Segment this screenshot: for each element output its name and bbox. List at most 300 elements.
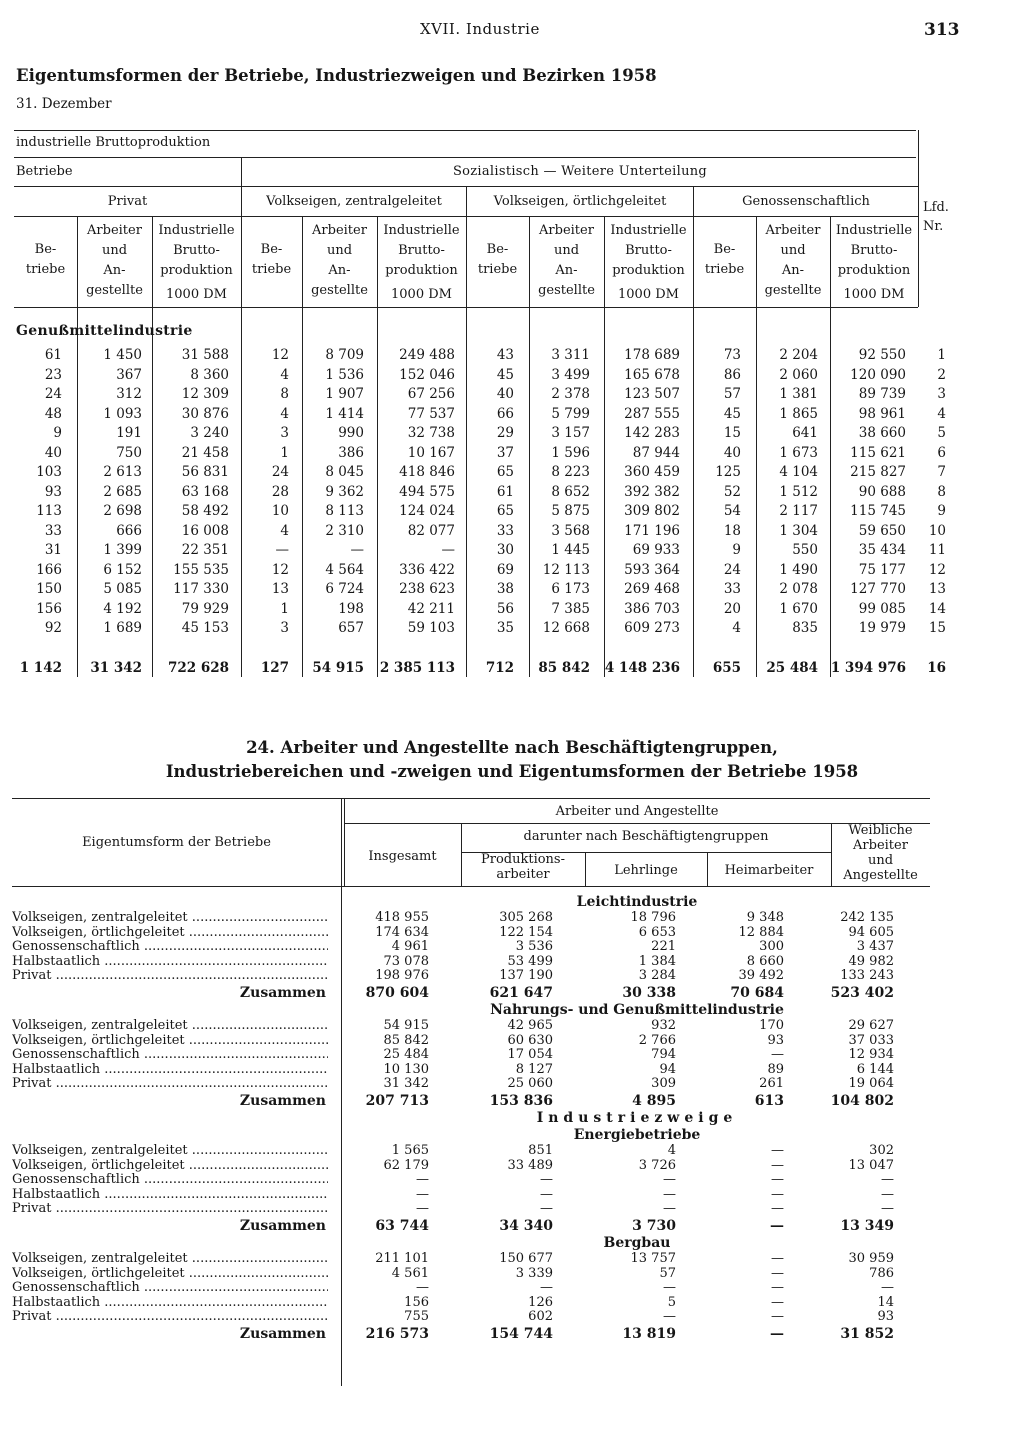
row-number: 10 [928,522,946,539]
table-cell: 117 330 [173,581,229,597]
table-cell: 2 698 [103,503,142,519]
table-cell: 166 [36,561,62,578]
table2-title-line1: 24. Arbeiter und Angestellte nach Beschäftigtengruppen, [246,738,778,757]
table-cell: 99 085 [858,600,906,617]
table-cell: 4 564 [325,561,364,578]
table-cell: 4 192 [103,600,142,617]
table-cell: — [416,1280,429,1296]
total-cell: 2 385 113 [379,660,455,676]
table-cell: 3 311 [551,347,590,363]
table-cell: 22 351 [181,542,229,558]
table-cell: 309 [651,1076,676,1092]
row-number: 12 [928,561,946,578]
table-cell: — [540,1186,553,1202]
table-cell: 93 [44,483,62,500]
table-cell: — [441,542,455,558]
table-cell: 79 929 [181,600,229,617]
table1-col-unit: 1000 DM [618,287,679,302]
table-cell: 1 414 [325,405,364,422]
table-cell: — [771,1047,784,1063]
table-cell: 8 709 [325,347,364,363]
table1-col-arbeiter: Arbeiter und An- gestellte [311,223,368,298]
table-cell: 4 [280,522,289,539]
table-cell: 58 492 [181,503,229,519]
table-cell: — [771,1157,784,1173]
table-cell: 156 [404,1294,429,1310]
table-cell: 1 [280,600,289,617]
table-cell: 1 565 [391,1143,429,1158]
total-cell: 25 484 [766,660,818,676]
table-cell: 125 [715,464,741,480]
row-label: Genossenschaftlich ..... [12,1048,328,1063]
table-cell: 8 045 [325,464,364,480]
table-cell: 18 796 [630,910,676,925]
table-cell: — [275,542,289,558]
table-cell: 63 168 [181,483,229,500]
table-cell: 40 [723,444,741,461]
table-cell: 30 876 [181,405,229,422]
table-cell: 69 [496,561,514,578]
table-cell: 932 [651,1018,676,1033]
total-cell: 1 394 976 [830,660,906,676]
table-cell: 8 127 [515,1061,553,1077]
table-cell: 85 842 [383,1032,429,1048]
table-cell: 75 177 [858,561,906,578]
table-cell: 3 284 [638,968,676,984]
table-cell: 10 167 [407,444,455,461]
table-cell: 152 046 [399,366,455,383]
table-cell: 4 561 [391,1265,429,1281]
table-cell: 2 060 [779,366,818,383]
table-cell: 302 [869,1143,894,1158]
table-cell: 609 273 [624,620,680,636]
row-label: Halbstaatlich ..... [12,1188,328,1203]
total-cell: 655 [712,660,741,676]
table-cell: 3 437 [856,939,894,955]
table-cell: 40 [44,444,62,461]
table2-weibliche: Weibliche Arbeiter und Angestellte [843,823,918,883]
table-cell: 32 738 [407,425,455,441]
total-cell: 70 684 [730,985,784,1001]
table-cell: 1 490 [779,561,818,578]
total-cell: 63 744 [375,1218,429,1234]
table-cell: 1 670 [779,600,818,617]
table-cell: 5 [667,1294,676,1310]
row-number: 2 [937,366,946,383]
table-cell: 641 [792,425,818,441]
total-cell: 30 338 [622,985,676,1001]
table-cell: 3 339 [515,1265,553,1281]
table-cell: 4 [732,620,741,636]
table1-date: 31. Dezember [16,96,112,112]
table1-col-produktion: Industrielle Brutto- produktion [610,223,687,278]
total-cell: 154 744 [489,1326,553,1342]
table1-col-betriebe: Be- triebe [704,242,745,277]
table-cell: 150 [36,581,62,597]
table-cell: 386 [338,444,364,461]
total-cell: 712 [485,660,514,676]
table1-col-arbeiter: Arbeiter und An- gestellte [764,223,822,298]
table-cell: 165 678 [624,366,680,383]
table-cell: 794 [651,1047,676,1063]
table-cell: — [771,1251,784,1266]
table-cell: 1 865 [779,405,818,422]
table-cell: 156 [36,600,62,617]
table-cell: 309 802 [624,503,680,519]
row-number: 13 [928,581,946,597]
table-cell: 48 [44,405,62,422]
table-cell: 33 489 [507,1157,553,1173]
total-cell: — [770,1218,784,1234]
table-cell: 12 [271,347,289,363]
table2-heimarbeiter: Heimarbeiter [724,863,814,878]
table-cell: — [540,1172,553,1188]
table-cell: 7 385 [551,600,590,617]
table-cell: 77 537 [407,405,455,422]
row-label: Volkseigen, örtlichgeleitet ..... [12,1159,328,1174]
table-cell: 93 [877,1309,894,1325]
table-cell: 2 378 [551,386,590,402]
table-cell: 13 047 [848,1157,894,1173]
total-cell: 216 573 [365,1326,429,1342]
table-cell: 69 933 [632,542,680,558]
total-cell: 4 148 236 [604,660,680,676]
table-cell: 45 [723,405,741,422]
table-cell: 1 445 [551,542,590,558]
table-cell: 5 875 [551,503,590,519]
row-label: Genossenschaftlich ..... [12,1281,328,1296]
table-cell: 305 268 [499,910,553,925]
table1-col-unit: 1000 DM [166,287,227,302]
table-cell: 61 [44,347,62,363]
row-label: Volkseigen, örtlichgeleitet ..... [12,926,328,941]
running-head: XVII. Industrie [420,20,540,38]
table-cell: 82 077 [407,522,455,539]
table-cell: 198 976 [375,968,429,984]
table-cell: 33 [496,522,514,539]
table-cell: — [416,1172,429,1188]
table-cell: 39 492 [738,968,784,984]
row-label: Volkseigen, örtlichgeleitet ..... [12,1267,328,1282]
table1-title: Eigentumsformen der Betriebe, Industriezweigen und Bezirken 1958 [16,66,657,85]
table-cell: 54 [723,503,741,519]
total-cell: 613 [754,1093,784,1109]
table-cell: 9 348 [746,910,784,925]
table-cell: 35 [496,620,514,636]
table-cell: 87 944 [632,444,680,461]
table-cell: 42 211 [407,600,455,617]
table-cell: 18 [723,522,741,539]
table-cell: 30 959 [848,1251,894,1266]
table-cell: 6 144 [856,1061,894,1077]
table-cell: — [771,1172,784,1188]
table-cell: 550 [792,542,818,558]
table-cell: 73 078 [383,953,429,969]
table-cell: 191 [116,425,142,441]
table-cell: 12 309 [181,386,229,402]
section-title: Leichtindustrie [576,894,698,910]
row-number: 3 [937,386,946,402]
table-cell: 142 283 [624,425,680,441]
row-label: Genossenschaftlich ..... [12,1173,328,1188]
row-label: Volkseigen, zentralgeleitet ..... [12,911,328,926]
total-label: Zusammen [239,985,326,1001]
table-cell: 13 [271,581,289,597]
table-cell: 120 090 [850,366,906,383]
spaced-heading: Industriezweige [536,1110,738,1126]
table-cell: — [881,1201,894,1217]
table-cell: 1 689 [103,620,142,636]
table-cell: — [540,1201,553,1217]
table-cell: 35 434 [858,542,906,558]
table1-group-3: Genossenschaftlich [742,194,870,209]
table-cell: — [771,1201,784,1217]
table-cell: 261 [759,1076,784,1092]
table-cell: 990 [338,425,364,441]
table-cell: 30 [496,542,514,558]
table-cell: 1 093 [103,405,142,422]
table-cell: 3 726 [638,1157,676,1173]
row-label: Volkseigen, zentralgeleitet ..... [12,1252,328,1267]
table-cell: 12 113 [542,561,590,578]
total-cell: 207 713 [365,1093,429,1109]
row-label: Halbstaatlich ..... [12,1296,328,1311]
table-cell: 755 [404,1309,429,1325]
total-cell: 3 730 [632,1218,676,1234]
table-cell: 103 [36,464,62,480]
section-title: Nahrungs- und Genußmittelindustrie [490,1002,784,1018]
table-cell: 238 623 [399,581,455,597]
table-cell: 17 054 [507,1047,553,1063]
table-cell: 94 [659,1061,676,1077]
total-cell: 54 915 [312,660,364,676]
table-cell: 12 884 [738,924,784,940]
row-number: 9 [937,503,946,519]
table-cell: 8 652 [551,483,590,500]
table-cell: 10 130 [383,1061,429,1077]
table2-insgesamt: Insgesamt [368,849,437,864]
total-cell: 31 342 [90,660,142,676]
table-cell: 6 152 [103,561,142,578]
table-cell: 3 536 [515,939,553,955]
table1-col-produktion: Industrielle Brutto- produktion [383,223,460,278]
table-cell: 386 703 [624,600,680,617]
total-cell: — [770,1326,784,1342]
table-cell: 835 [792,620,818,636]
table-cell: 52 [723,483,741,500]
section-title: Energiebetriebe [573,1127,701,1143]
table-cell: 4 [280,405,289,422]
row-label: Halbstaatlich ..... [12,955,328,970]
table-cell: 13 757 [630,1251,676,1266]
table-cell: 9 [732,542,741,558]
row-number: 15 [928,620,946,636]
table-cell: 45 [496,366,514,383]
table-cell: 1 381 [779,386,818,402]
table-cell: 215 827 [850,464,906,480]
table-cell: 1 384 [638,953,676,969]
table-cell: 14 [877,1294,894,1310]
table-cell: 126 [528,1294,553,1310]
table-cell: 31 [44,542,62,558]
table-cell: 750 [116,444,142,461]
table-cell: 1 536 [325,366,364,383]
table-cell: 3 568 [551,522,590,539]
table-cell: 20 [723,600,741,617]
table-cell: 211 101 [375,1251,429,1266]
table-cell: 65 [496,464,514,480]
table-cell: 221 [651,939,676,955]
table1-betriebe-label: Betriebe [16,164,73,179]
table-cell: 62 179 [383,1157,429,1173]
table-cell: 2 117 [779,503,818,519]
table1-col-arbeiter: Arbeiter und An- gestellte [538,223,595,298]
total-cell: 621 647 [489,985,553,1001]
total-label: Zusammen [239,1093,326,1109]
table-cell: 392 382 [624,483,680,500]
total-cell: 1 142 [19,660,62,676]
table-cell: 57 [723,386,741,402]
table1-top-label: industrielle Bruttoproduktion [16,135,211,150]
table-cell: 60 630 [507,1032,553,1048]
table-cell: 170 [759,1018,784,1033]
table1-col-betriebe: Be- triebe [251,242,292,277]
table-cell: 31 342 [383,1076,429,1092]
row-label: Genossenschaftlich ..... [12,940,328,955]
table-cell: 418 955 [375,910,429,925]
table-cell: 1 907 [325,386,364,402]
table-cell: 1 512 [779,483,818,500]
table-cell: 24 [271,464,289,480]
table-cell: 242 135 [840,910,894,925]
table-cell: 86 [723,366,741,383]
table-cell: 45 153 [181,620,229,636]
table-cell: 3 499 [551,366,590,383]
table-cell: 94 605 [848,924,894,940]
table1-col-betriebe: Be- triebe [477,242,518,277]
total-cell: 34 340 [499,1218,553,1234]
table-cell: 3 [280,425,289,441]
table-cell: 4 [667,1143,676,1158]
table-cell: 33 [723,581,741,597]
table-cell: 2 613 [103,464,142,480]
table-cell: 8 660 [746,953,784,969]
table-cell: 602 [528,1309,553,1325]
table-cell: 593 364 [624,561,680,578]
table-cell: 171 196 [624,522,680,539]
table-cell: 9 362 [325,483,364,500]
table1-col-produktion: Industrielle Brutto- produktion [835,223,913,278]
table-cell: 29 627 [848,1018,894,1033]
table-cell: 133 243 [840,968,894,984]
table2-lehrlinge: Lehrlinge [614,863,678,878]
table2-produktions: Produktions- arbeiter [480,852,565,882]
table-cell: 93 [767,1032,784,1048]
table1-lfd-label: Lfd. Nr. [923,200,949,234]
table-cell: 360 459 [624,464,680,480]
table-cell: 2 685 [103,483,142,500]
table-cell: 9 [53,425,62,441]
table-cell: 16 008 [181,522,229,539]
row-number: 14 [928,600,946,617]
table-cell: — [663,1280,676,1296]
table2-title-line2: Industriebereichen und -zweigen und Eigentumsformen der Betriebe 1958 [165,762,859,781]
total-cell: 31 852 [840,1326,894,1342]
table1-col-arbeiter: Arbeiter und An- gestellte [86,223,143,298]
table-cell: 2 766 [638,1032,676,1048]
row-label: Privat ..... [12,1310,328,1325]
total-cell: 870 604 [365,985,429,1001]
table-cell: — [771,1265,784,1281]
row-label: Volkseigen, zentralgeleitet ..... [12,1019,328,1034]
table-cell: — [771,1280,784,1296]
table-cell: 137 190 [499,968,553,984]
table1-col-produktion: Industrielle Brutto- produktion [158,223,235,278]
table1-col-unit: 1000 DM [843,287,905,302]
table-cell: 5 085 [103,581,142,597]
table-cell: 6 653 [638,924,676,940]
table-cell: 3 240 [190,425,229,441]
table-cell: — [416,1186,429,1202]
table-cell: 49 982 [848,953,894,969]
table-cell: 1 673 [779,444,818,461]
table-cell: — [663,1309,676,1325]
table-cell: — [540,1280,553,1296]
table-cell: 3 157 [551,425,590,441]
table-cell: 367 [116,366,142,383]
table1-group-1: Volkseigen, zentralgeleitet [266,194,442,209]
row-number: 8 [937,483,946,500]
table-cell: 786 [869,1265,894,1281]
table-cell: 61 [496,483,514,500]
table-cell: 90 688 [858,483,906,500]
table-cell: 10 [271,503,289,519]
table-cell: 98 961 [858,405,906,422]
row-number: 4 [937,405,946,422]
table-cell: 1 596 [551,444,590,461]
total-cell: 127 [260,660,289,676]
table-cell: 287 555 [624,405,680,422]
row-label: Privat ..... [12,1077,328,1092]
table-cell: 8 [280,386,289,402]
row-number: 16 [927,660,946,676]
total-label: Zusammen [239,1326,326,1342]
row-label: Volkseigen, zentralgeleitet ..... [12,1144,328,1159]
table-cell: — [663,1172,676,1188]
table-cell: 67 256 [407,386,455,402]
table-cell: 249 488 [399,347,455,363]
table-cell: — [881,1172,894,1188]
table-cell: 38 660 [858,425,906,441]
table-cell: 25 060 [507,1076,553,1092]
row-label: Privat ..... [12,969,328,984]
table1-sozialistisch-label: Sozialistisch — Weitere Unterteilung [452,164,708,179]
table-cell: 115 621 [850,444,906,461]
table1-privat-label: Privat [107,194,148,209]
table-cell: 4 961 [391,939,429,955]
table-cell: 56 [496,600,514,617]
total-cell: 13 819 [622,1326,676,1342]
table-cell: 3 [280,620,289,636]
table-cell: — [771,1186,784,1202]
table-cell: 24 [723,561,741,578]
total-cell: 13 349 [840,1218,894,1234]
table-cell: 122 154 [499,924,553,940]
row-number: 1 [937,347,946,363]
table-cell: 56 831 [181,464,229,480]
table-cell: 113 [36,503,62,519]
table-cell: 115 745 [850,503,906,519]
